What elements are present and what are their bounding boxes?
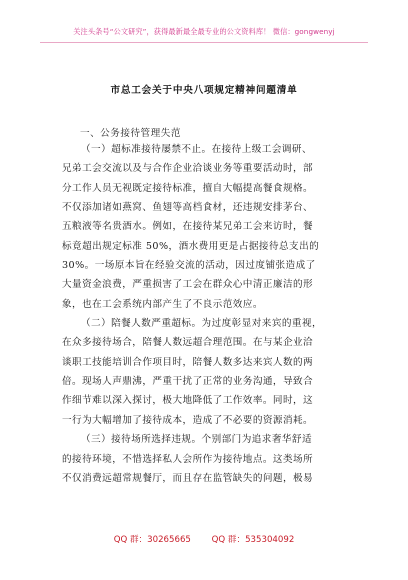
text-line: 五粮液等名贵酒水。例如，在接待某兄弟工会来访时，餐 xyxy=(62,221,314,233)
paragraph-3 xyxy=(62,430,360,488)
section-heading: 一、公务接待管理失范 xyxy=(80,128,181,139)
text-line: 的接待环境，不惜选择私人会所作为接待地点。这类场所 xyxy=(62,453,314,465)
paragraph-2 xyxy=(62,314,360,430)
text-line: 大量资金浪费，严重损害了工会在群众心中清正廉洁的形 xyxy=(62,279,314,291)
text-line: 象，也在工会系统内部产生了不良示范效应。 xyxy=(62,298,263,310)
text-line: 30%。一场原本旨在经验交流的活动，因过度铺张造成了 xyxy=(62,260,316,272)
text-line: 不仅消费远超常规餐厅，而且存在监管缺失的问题，极易 xyxy=(62,472,314,484)
text-line: 倍。现场人声鼎沸，严重干扰了正常的业务沟通，导致合 xyxy=(62,376,314,388)
paragraph-1 xyxy=(62,140,360,314)
document-title: 市总工会关于中央八项规定精神问题清单 xyxy=(110,85,298,96)
footer-contact xyxy=(0,533,408,545)
text-line: 作细节难以深入探讨，极大地降低了工作效率。同时，这 xyxy=(62,395,314,407)
text-line: 不仅添加诸如燕窝、鱼翅等高档食材，还违规安排茅台、 xyxy=(62,202,314,214)
text-line: 一行为大幅增加了接待成本，造成了不必要的资源消耗。 xyxy=(62,414,314,426)
text-line: 在众多接待场合，陪餐人数远超合理范围。在与某企业洽 xyxy=(62,337,314,349)
text-line: 谈职工技能培训合作项目时，陪餐人数多达来宾人数的两 xyxy=(62,356,314,368)
footer-qq-group-1: QQ 群：30265665 xyxy=(113,535,191,545)
header-banner: 关注头条号“公文研究”，获得最新最全最专业的公文资料库！ 微信：gongwenyj xyxy=(73,27,335,36)
header-divider xyxy=(40,42,368,43)
document-body xyxy=(62,140,360,488)
text-line: （一）超标准接待屡禁不止。在接待上级工会调研、 xyxy=(81,144,313,155)
text-line: 标竟超出规定标准 50%，酒水费用更是占据接待总支出的 xyxy=(62,240,320,252)
text-line: （三）接待场所选择违规。个别部门为追求奢华舒适 xyxy=(81,434,313,446)
text-line: （二）陪餐人数严重超标。为过度彰显对来宾的重视， xyxy=(81,318,323,330)
text-line: 兄弟工会交流以及与合作企业洽谈业务等重要活动时，部 xyxy=(62,163,314,175)
footer-qq-group-2: QQ 群：535304092 xyxy=(211,535,295,545)
text-line: 分工作人员无视既定接待标准，擅自大幅提高餐食规格。 xyxy=(62,182,314,194)
